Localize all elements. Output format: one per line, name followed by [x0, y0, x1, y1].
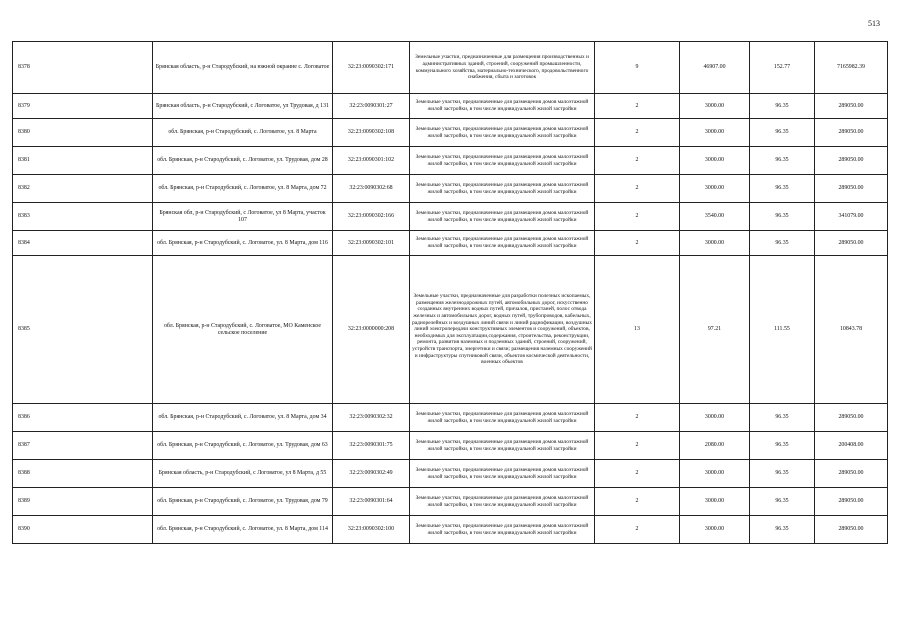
table-row [13, 175, 888, 203]
land-purpose-cell: Земельные участки, предназначенные для размещения домов малоэтажной жилой застройки, в том числе индивидуальной жилой застройки [410, 147, 595, 175]
table-row [13, 119, 888, 147]
cadastral-value-cell: 7165982.39 [815, 42, 888, 94]
table-row [13, 231, 888, 256]
cadastral-number-cell: 32:23:0090302:100 [333, 516, 410, 544]
row-number: 8390 [13, 516, 153, 544]
address-cell: обл. Брянская, р-н Стародубский, с. Логоватое, ул. Трудовая, дом 79 [153, 488, 333, 516]
cadastral-number-cell: 32:23:0090301:27 [333, 94, 410, 119]
specific-value-cell: 96.35 [750, 404, 815, 432]
land-purpose-cell: Земельные участки, предназначенные для размещения домов малоэтажной жилой застройки, в том числе индивидуальной жилой застройки [410, 460, 595, 488]
cadastral-number-cell: 32:23:0090302:68 [333, 175, 410, 203]
table-row [13, 256, 888, 404]
land-purpose-cell: Земельные участки, предназначенные для размещения производственных и административных зданий, строений, сооружений промышленности, коммунального хозяйства, материально-технического, продовольственного снабжения, сбыта и заготовок [410, 42, 595, 94]
area-cell: 3540.00 [680, 203, 750, 231]
group-cell: 9 [595, 42, 680, 94]
group-cell: 2 [595, 404, 680, 432]
cadastral-value-cell: 289050.00 [815, 516, 888, 544]
cadastral-value-cell: 10843.78 [815, 256, 888, 404]
row-number: 8379 [13, 94, 153, 119]
address-cell: обл. Брянская, р-н Стародубский, с. Логоватое, ул. 8 Марта [153, 119, 333, 147]
area-cell: 3000.00 [680, 119, 750, 147]
cadastral-number-cell: 32:23:0090301:75 [333, 432, 410, 460]
address-cell: обл. Брянская, р-н Стародубский, с. Логоватое, ул. 8 Марта, дом 34 [153, 404, 333, 432]
land-purpose-cell: Земельные участки, предназначенные для размещения домов малоэтажной жилой застройки, в том числе индивидуальной жилой застройки [410, 432, 595, 460]
land-purpose-cell: Земельные участки, предназначенные для размещения домов малоэтажной жилой застройки, в том числе индивидуальной жилой застройки [410, 516, 595, 544]
group-cell: 2 [595, 231, 680, 256]
address-cell: Брянская область, р-н Стародубский, с Логоватое, ул Трудовая, д 131 [153, 94, 333, 119]
cadastral-number-cell: 32:23:0090302:108 [333, 119, 410, 147]
specific-value-cell: 96.35 [750, 231, 815, 256]
specific-value-cell: 111.55 [750, 256, 815, 404]
page-number: 513 [868, 19, 880, 28]
area-cell: 3000.00 [680, 516, 750, 544]
cadastral-number-cell: 32:23:0090302:171 [333, 42, 410, 94]
area-cell: 3000.00 [680, 404, 750, 432]
specific-value-cell: 96.35 [750, 516, 815, 544]
cadastral-value-cell: 289050.00 [815, 404, 888, 432]
cadastral-value-cell: 289050.00 [815, 460, 888, 488]
group-cell: 2 [595, 460, 680, 488]
row-number: 8386 [13, 404, 153, 432]
land-purpose-cell: Земельные участки, предназначенные для размещения домов малоэтажной жилой застройки, в том числе индивидуальной жилой застройки [410, 175, 595, 203]
land-purpose-cell: Земельные участки, предназначенные для размещения домов малоэтажной жилой застройки, в том числе индивидуальной жилой застройки [410, 231, 595, 256]
land-purpose-cell: Земельные участки, предназначенные для размещения домов малоэтажной жилой застройки, в том числе индивидуальной жилой застройки [410, 203, 595, 231]
address-cell: обл. Брянская, р-н Стародубский, с. Логоватое, ул. Трудовая, дом 28 [153, 147, 333, 175]
area-cell: 3000.00 [680, 175, 750, 203]
cadastral-number-cell: 32:23:0090301:64 [333, 488, 410, 516]
area-cell: 2080.00 [680, 432, 750, 460]
specific-value-cell: 96.35 [750, 147, 815, 175]
address-cell: обл. Брянская, р-н Стародубский, с. Логоватое, ул. 8 Марта, дом 116 [153, 231, 333, 256]
table-row [13, 460, 888, 488]
cadastral-value-cell: 200408.00 [815, 432, 888, 460]
group-cell: 2 [595, 488, 680, 516]
address-cell: Брянская обл, р-н Стародубский, с Логоватое, ул 8 Марта, участок 107 [153, 203, 333, 231]
group-cell: 2 [595, 147, 680, 175]
specific-value-cell: 96.35 [750, 94, 815, 119]
row-number: 8388 [13, 460, 153, 488]
cadastral-value-cell: 289050.00 [815, 94, 888, 119]
group-cell: 2 [595, 203, 680, 231]
cadastral-value-cell: 289050.00 [815, 488, 888, 516]
cadastral-value-cell: 289050.00 [815, 119, 888, 147]
group-cell: 2 [595, 516, 680, 544]
address-cell: Брянская область, р-н Стародубский, на южной окраине с. Логоватое [153, 42, 333, 94]
specific-value-cell: 96.35 [750, 432, 815, 460]
address-cell: Брянская область, р-н Стародубский, с Логоватое, ул 8 Марта, д 55 [153, 460, 333, 488]
cadastral-number-cell: 32:23:0090301:102 [333, 147, 410, 175]
cadastral-number-cell: 32:23:0000000:208 [333, 256, 410, 404]
land-purpose-cell: Земельные участки, предназначенные для размещения домов малоэтажной жилой застройки, в том числе индивидуальной жилой застройки [410, 404, 595, 432]
cadastral-value-cell: 289050.00 [815, 175, 888, 203]
address-cell: обл. Брянская, р-н Стародубский, с. Логоватое, ул. 8 Марта, дом 72 [153, 175, 333, 203]
table-row [13, 147, 888, 175]
area-cell: 3000.00 [680, 488, 750, 516]
specific-value-cell: 96.35 [750, 175, 815, 203]
table-row [13, 203, 888, 231]
address-cell: обл. Брянская, р-н Стародубский, с. Логоватое, ул. Трудовая, дом 63 [153, 432, 333, 460]
cadastral-value-cell: 341079.00 [815, 203, 888, 231]
area-cell: 3000.00 [680, 147, 750, 175]
group-cell: 2 [595, 432, 680, 460]
row-number: 8384 [13, 231, 153, 256]
cadastral-value-cell: 289050.00 [815, 147, 888, 175]
row-number: 8383 [13, 203, 153, 231]
specific-value-cell: 152.77 [750, 42, 815, 94]
address-cell: обл. Брянская, р-н Стародубский, с. Логоватое, МО Каменское сельское поселение [153, 256, 333, 404]
area-cell: 3000.00 [680, 94, 750, 119]
area-cell: 3000.00 [680, 460, 750, 488]
land-purpose-cell: Земельные участки, предназначенные для размещения домов малоэтажной жилой застройки, в том числе индивидуальной жилой застройки [410, 94, 595, 119]
group-cell: 2 [595, 175, 680, 203]
area-cell: 46907.00 [680, 42, 750, 94]
table-row [13, 432, 888, 460]
cadastral-number-cell: 32:23:0090302:101 [333, 231, 410, 256]
table-row [13, 516, 888, 544]
row-number: 8385 [13, 256, 153, 404]
group-cell: 2 [595, 94, 680, 119]
group-cell: 13 [595, 256, 680, 404]
land-purpose-cell: Земельные участки, предназначенные для размещения домов малоэтажной жилой застройки, в том числе индивидуальной жилой застройки [410, 488, 595, 516]
row-number: 8378 [13, 42, 153, 94]
cadastral-value-table [12, 41, 888, 544]
area-cell: 97.21 [680, 256, 750, 404]
row-number: 8382 [13, 175, 153, 203]
table-row [13, 94, 888, 119]
land-purpose-cell: Земельные участки, предназначенные для разработки полезных ископаемых, размещения железнодорожных путей, автомобильных дорог, искусственно созданных внутренних водных путей, причалов, пристаней, полос отвода железных и автомобильных дорог, водных путей, трубопроводов, кабельных, радиорелейных и воздушных линий связи и линий радиофикации, воздушных линий электропередачи конструктивных элементов и сооружений, объектов, необходимых для эксплуатации,содержания, строительства, реконструкции, ремонта, развития наземных и подземных зданий, строений, сооружений, устройств транспорта, энергетики и связи; размещения наземных сооружений и инфраструктуры спутниковой связи, объектов космической деятельности, военных объектов [410, 256, 595, 404]
area-cell: 3000.00 [680, 231, 750, 256]
row-number: 8380 [13, 119, 153, 147]
cadastral-number-cell: 32:23:0090302:166 [333, 203, 410, 231]
specific-value-cell: 96.35 [750, 119, 815, 147]
address-cell: обл. Брянская, р-н Стародубский, с. Логоватое, ул. 8 Марта, дом 114 [153, 516, 333, 544]
cadastral-value-cell: 289050.00 [815, 231, 888, 256]
row-number: 8381 [13, 147, 153, 175]
row-number: 8387 [13, 432, 153, 460]
cadastral-number-cell: 32:23:0090302:49 [333, 460, 410, 488]
land-purpose-cell: Земельные участки, предназначенные для размещения домов малоэтажной жилой застройки, в том числе индивидуальной жилой застройки [410, 119, 595, 147]
specific-value-cell: 96.35 [750, 488, 815, 516]
cadastral-number-cell: 32:23:0090302:32 [333, 404, 410, 432]
table-row [13, 42, 888, 94]
table-row [13, 488, 888, 516]
row-number: 8389 [13, 488, 153, 516]
group-cell: 2 [595, 119, 680, 147]
table-row [13, 404, 888, 432]
specific-value-cell: 96.35 [750, 203, 815, 231]
specific-value-cell: 96.35 [750, 460, 815, 488]
